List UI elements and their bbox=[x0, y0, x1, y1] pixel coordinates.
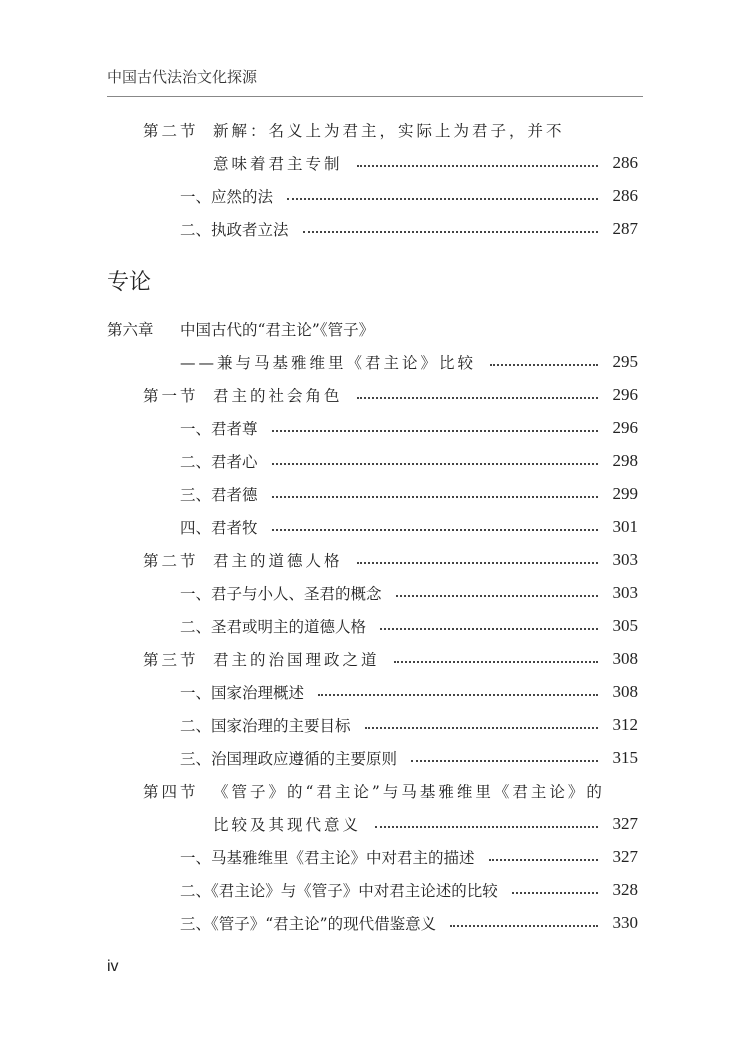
entry-title-wrap bbox=[180, 351, 638, 373]
entry-title-wrap bbox=[180, 218, 638, 240]
entry-title: 二、国家治理的主要目标 bbox=[180, 717, 351, 735]
entry-page-number: 295 bbox=[612, 352, 638, 371]
toc-entry-item[interactable] bbox=[0, 712, 750, 738]
entry-title: 意味着君主专制 bbox=[213, 155, 343, 173]
entry-title-wrap bbox=[180, 846, 638, 868]
entry-title: 一、君子与小人、圣君的概念 bbox=[180, 585, 382, 603]
entry-page-number: 298 bbox=[612, 451, 638, 470]
entry-page-number: 301 bbox=[612, 517, 638, 536]
dot-leader bbox=[411, 760, 598, 762]
entry-title: 三、治国理政应遵循的主要原则 bbox=[180, 750, 398, 768]
dot-leader bbox=[396, 595, 598, 597]
toc-entry-item[interactable] bbox=[0, 679, 750, 705]
entry-title-wrap bbox=[180, 912, 638, 934]
toc-entry-chapter-cont[interactable] bbox=[0, 349, 750, 375]
entry-title: 新解：名义上为君主，实际上为君子，并不 bbox=[213, 122, 565, 140]
entry-title: 一、国家治理概述 bbox=[180, 684, 305, 702]
entry-label: 第一节 bbox=[143, 387, 199, 405]
entry-title: 君主的道德人格 bbox=[213, 552, 343, 570]
entry-label: 第二节 bbox=[143, 552, 199, 570]
entry-title-wrap bbox=[213, 384, 638, 406]
entry-page-number: 287 bbox=[612, 219, 638, 238]
entry-title: 中国古代的“君主论”《管子》 bbox=[180, 321, 375, 339]
toc-entry-section-cont[interactable] bbox=[0, 150, 750, 176]
section-heading: 专论 bbox=[107, 269, 152, 295]
toc-entry-item[interactable] bbox=[0, 415, 750, 441]
dot-leader bbox=[375, 826, 598, 828]
toc-entry-section-cont[interactable] bbox=[0, 811, 750, 837]
toc-entry-chapter[interactable] bbox=[0, 316, 750, 342]
entry-title: 三、《管子》“君主论”的现代借鉴意义 bbox=[180, 915, 437, 933]
entry-title: 二、《君主论》与《管子》中对君主论述的比较 bbox=[180, 882, 498, 900]
dot-leader bbox=[318, 694, 598, 696]
entry-title-wrap bbox=[213, 813, 638, 835]
entry-title: 君主的治国理政之道 bbox=[213, 651, 380, 669]
entry-title-wrap bbox=[180, 879, 638, 901]
entry-title: 二、君者心 bbox=[180, 453, 258, 471]
header-rule bbox=[107, 96, 643, 97]
dot-leader bbox=[394, 661, 598, 663]
toc-entry-section[interactable] bbox=[0, 117, 750, 143]
entry-title-wrap bbox=[213, 119, 638, 141]
dot-leader bbox=[303, 231, 598, 233]
entry-title-wrap bbox=[180, 483, 638, 505]
entry-title-wrap bbox=[180, 615, 638, 637]
entry-title: 一、马基雅维里《君主论》中对君主的描述 bbox=[180, 849, 475, 867]
entry-page-number: 305 bbox=[612, 616, 638, 635]
dot-leader bbox=[450, 925, 598, 927]
toc-entry-item[interactable] bbox=[0, 910, 750, 936]
entry-title: 三、君者德 bbox=[180, 486, 258, 504]
entry-title-wrap bbox=[180, 185, 638, 207]
entry-page-number: 308 bbox=[612, 649, 638, 668]
entry-title-wrap bbox=[180, 582, 638, 604]
dot-leader bbox=[380, 628, 598, 630]
toc-entry-item[interactable] bbox=[0, 844, 750, 870]
running-head: 中国古代法治文化探源 bbox=[107, 68, 258, 86]
entry-title: 四、君者牧 bbox=[180, 519, 258, 537]
entry-page-number: 308 bbox=[612, 682, 638, 701]
toc-entry-item[interactable] bbox=[0, 745, 750, 771]
dot-leader bbox=[272, 496, 598, 498]
entry-page-number: 327 bbox=[612, 847, 638, 866]
entry-title-wrap bbox=[213, 152, 638, 174]
entry-page-number: 315 bbox=[612, 748, 638, 767]
entry-title: 君主的社会角色 bbox=[213, 387, 343, 405]
toc-entry-heading[interactable] bbox=[0, 267, 750, 293]
dot-leader bbox=[512, 892, 598, 894]
entry-title-wrap bbox=[180, 714, 638, 736]
entry-title-wrap bbox=[180, 450, 638, 472]
toc-entry-item[interactable] bbox=[0, 481, 750, 507]
entry-title: ——兼与马基雅维里《君主论》比较 bbox=[180, 354, 477, 372]
entry-label: 第三节 bbox=[143, 651, 199, 669]
entry-title-wrap bbox=[180, 417, 638, 439]
entry-page-number: 330 bbox=[612, 913, 638, 932]
toc-entry-section[interactable] bbox=[0, 646, 750, 672]
entry-title: 二、执政者立法 bbox=[180, 221, 289, 239]
entry-page-number: 296 bbox=[612, 418, 638, 437]
entry-title: 一、君者尊 bbox=[180, 420, 258, 438]
entry-page-number: 299 bbox=[612, 484, 638, 503]
dot-leader bbox=[272, 430, 598, 432]
toc-entry-item[interactable] bbox=[0, 877, 750, 903]
entry-page-number: 296 bbox=[612, 385, 638, 404]
entry-page-number: 327 bbox=[612, 814, 638, 833]
dot-leader bbox=[357, 562, 598, 564]
entry-title: 《管子》的“君主论”与马基雅维里《君主论》的 bbox=[213, 783, 605, 801]
entry-page-number: 303 bbox=[612, 550, 638, 569]
toc-entry-item[interactable] bbox=[0, 613, 750, 639]
dot-leader bbox=[489, 859, 598, 861]
page-number: iv bbox=[107, 958, 119, 975]
entry-page-number: 286 bbox=[612, 153, 638, 172]
entry-title-wrap bbox=[180, 516, 638, 538]
entry-title-wrap bbox=[213, 780, 638, 802]
entry-page-number: 303 bbox=[612, 583, 638, 602]
entry-title-wrap bbox=[213, 549, 638, 571]
entry-page-number: 286 bbox=[612, 186, 638, 205]
entry-label: 第二节 bbox=[143, 122, 199, 140]
entry-label: 第六章 bbox=[107, 321, 154, 339]
toc-entry-item[interactable] bbox=[0, 216, 750, 242]
entry-title-wrap bbox=[180, 747, 638, 769]
entry-title-wrap bbox=[180, 681, 638, 703]
entry-page-number: 328 bbox=[612, 880, 638, 899]
entry-title-wrap bbox=[213, 648, 638, 670]
entry-title: 一、应然的法 bbox=[180, 188, 274, 206]
toc-entry-item[interactable] bbox=[0, 448, 750, 474]
toc-entry-item[interactable] bbox=[0, 514, 750, 540]
toc-entry-item[interactable] bbox=[0, 183, 750, 209]
entry-page-number: 312 bbox=[612, 715, 638, 734]
toc-entry-section[interactable] bbox=[0, 382, 750, 408]
dot-leader bbox=[272, 463, 598, 465]
dot-leader bbox=[365, 727, 598, 729]
entry-title: 比较及其现代意义 bbox=[213, 816, 362, 834]
entry-title: 二、圣君或明主的道德人格 bbox=[180, 618, 367, 636]
dot-leader bbox=[287, 198, 598, 200]
toc-entry-section[interactable] bbox=[0, 547, 750, 573]
entry-title-wrap bbox=[180, 318, 638, 340]
dot-leader bbox=[357, 397, 598, 399]
toc-entry-section[interactable] bbox=[0, 778, 750, 804]
dot-leader bbox=[357, 165, 598, 167]
toc-entry-item[interactable] bbox=[0, 580, 750, 606]
entry-label: 第四节 bbox=[143, 783, 199, 801]
dot-leader bbox=[490, 364, 598, 366]
dot-leader bbox=[272, 529, 598, 531]
